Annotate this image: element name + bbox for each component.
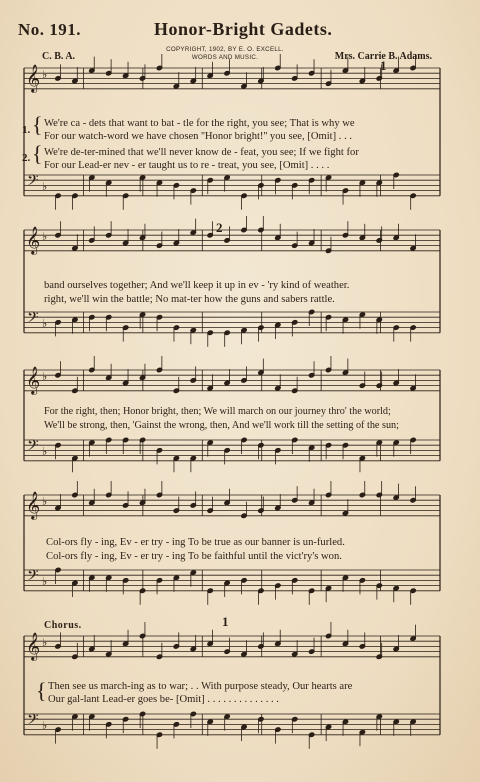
flat-sign-icon: ♭ <box>42 637 48 649</box>
hymn-number: No. 191. <box>18 20 82 39</box>
flat-sign-icon: ♭ <box>42 446 48 458</box>
flat-sign-icon: ♭ <box>42 496 48 508</box>
lyric-line: band ourselves together; And we'll keep it up in ev - 'ry kind of weather. <box>44 280 350 291</box>
lyric-line: We're de-ter-mined that we'll never know de - feat, you see; If we fight for <box>44 147 359 158</box>
verse-number-2: 2. <box>22 152 31 164</box>
lyric-line: Then see us march-ing as to war; . . With purpose steady, Our hearts are <box>48 681 353 692</box>
treble-clef-icon: 𝄞 <box>26 64 41 92</box>
bass-clef-icon: 𝄢 <box>27 711 39 732</box>
verse-brace-1: { <box>32 112 43 137</box>
lyric-line: Col-ors fly - ing, Ev - er try - ing To be true as our banner is un-furled. <box>46 537 345 548</box>
lyric-line: For our watch-word we have chosen ''Honor bright!'' you see, [Omit] . . . <box>44 131 353 142</box>
second-ending-marker: 2 <box>216 220 223 235</box>
treble-clef-icon: 𝄞 <box>26 366 41 394</box>
verse-brace-2: { <box>32 141 43 166</box>
chorus-ending-marker: 1 <box>222 614 229 629</box>
chorus-brace: { <box>36 678 47 703</box>
bass-clef-icon: 𝄢 <box>27 309 39 330</box>
lyric-line: For the right, then; Honor bright, then; We will march on our journey thro' the world; <box>44 406 391 417</box>
flat-sign-icon: ♭ <box>42 371 48 383</box>
bass-clef-icon: 𝄢 <box>27 437 39 458</box>
treble-clef-icon: 𝄞 <box>26 491 41 519</box>
lyric-line: For our Lead-er nev - er taught us to re - treat, you see, [Omit] . . . . <box>44 160 330 171</box>
flat-sign-icon: ♭ <box>42 318 48 330</box>
bass-clef-icon: 𝄢 <box>27 172 39 193</box>
treble-clef-icon: 𝄞 <box>26 632 41 660</box>
hymn-title: Honor-Bright Gadets. <box>154 19 333 39</box>
flat-sign-icon: ♭ <box>42 720 48 732</box>
flat-sign-icon: ♭ <box>42 69 48 81</box>
flat-sign-icon: ♭ <box>42 181 48 193</box>
lyric-line: We're ca - dets that want to bat - tle for the right, you see; That is why we <box>44 118 355 129</box>
treble-clef-icon: 𝄞 <box>26 226 41 254</box>
chorus-label: Chorus. <box>44 620 82 631</box>
lyric-line: Col-ors fly - ing, Ev - er try - ing To be faithful until the vict'ry's won. <box>46 551 342 562</box>
author-initials: C. B. A. <box>42 51 76 62</box>
flat-sign-icon: ♭ <box>42 231 48 243</box>
first-ending-marker: 1 <box>380 58 387 73</box>
verse-number-1: 1. <box>22 124 31 136</box>
lyric-line: Our gal-lant Lead-er goes be- [Omit] . . . . . . . . . . . . . . <box>48 694 279 705</box>
composer-credit: Mrs. Carrie B. Adams. <box>334 51 432 62</box>
bass-clef-icon: 𝄢 <box>27 567 39 588</box>
lyric-line: right, we'll win the battle; No mat-ter how the guns and sabers rattle. <box>44 294 335 305</box>
flat-sign-icon: ♭ <box>42 576 48 588</box>
lyric-line: We'll be strong, then, 'Gainst the wrong, then, And we'll work till the setting of the sun; <box>44 420 399 431</box>
copyright-subline: WORDS AND MUSIC. <box>191 54 259 61</box>
copyright-line: COPYRIGHT, 1902, BY E. O. EXCELL. <box>166 46 284 53</box>
